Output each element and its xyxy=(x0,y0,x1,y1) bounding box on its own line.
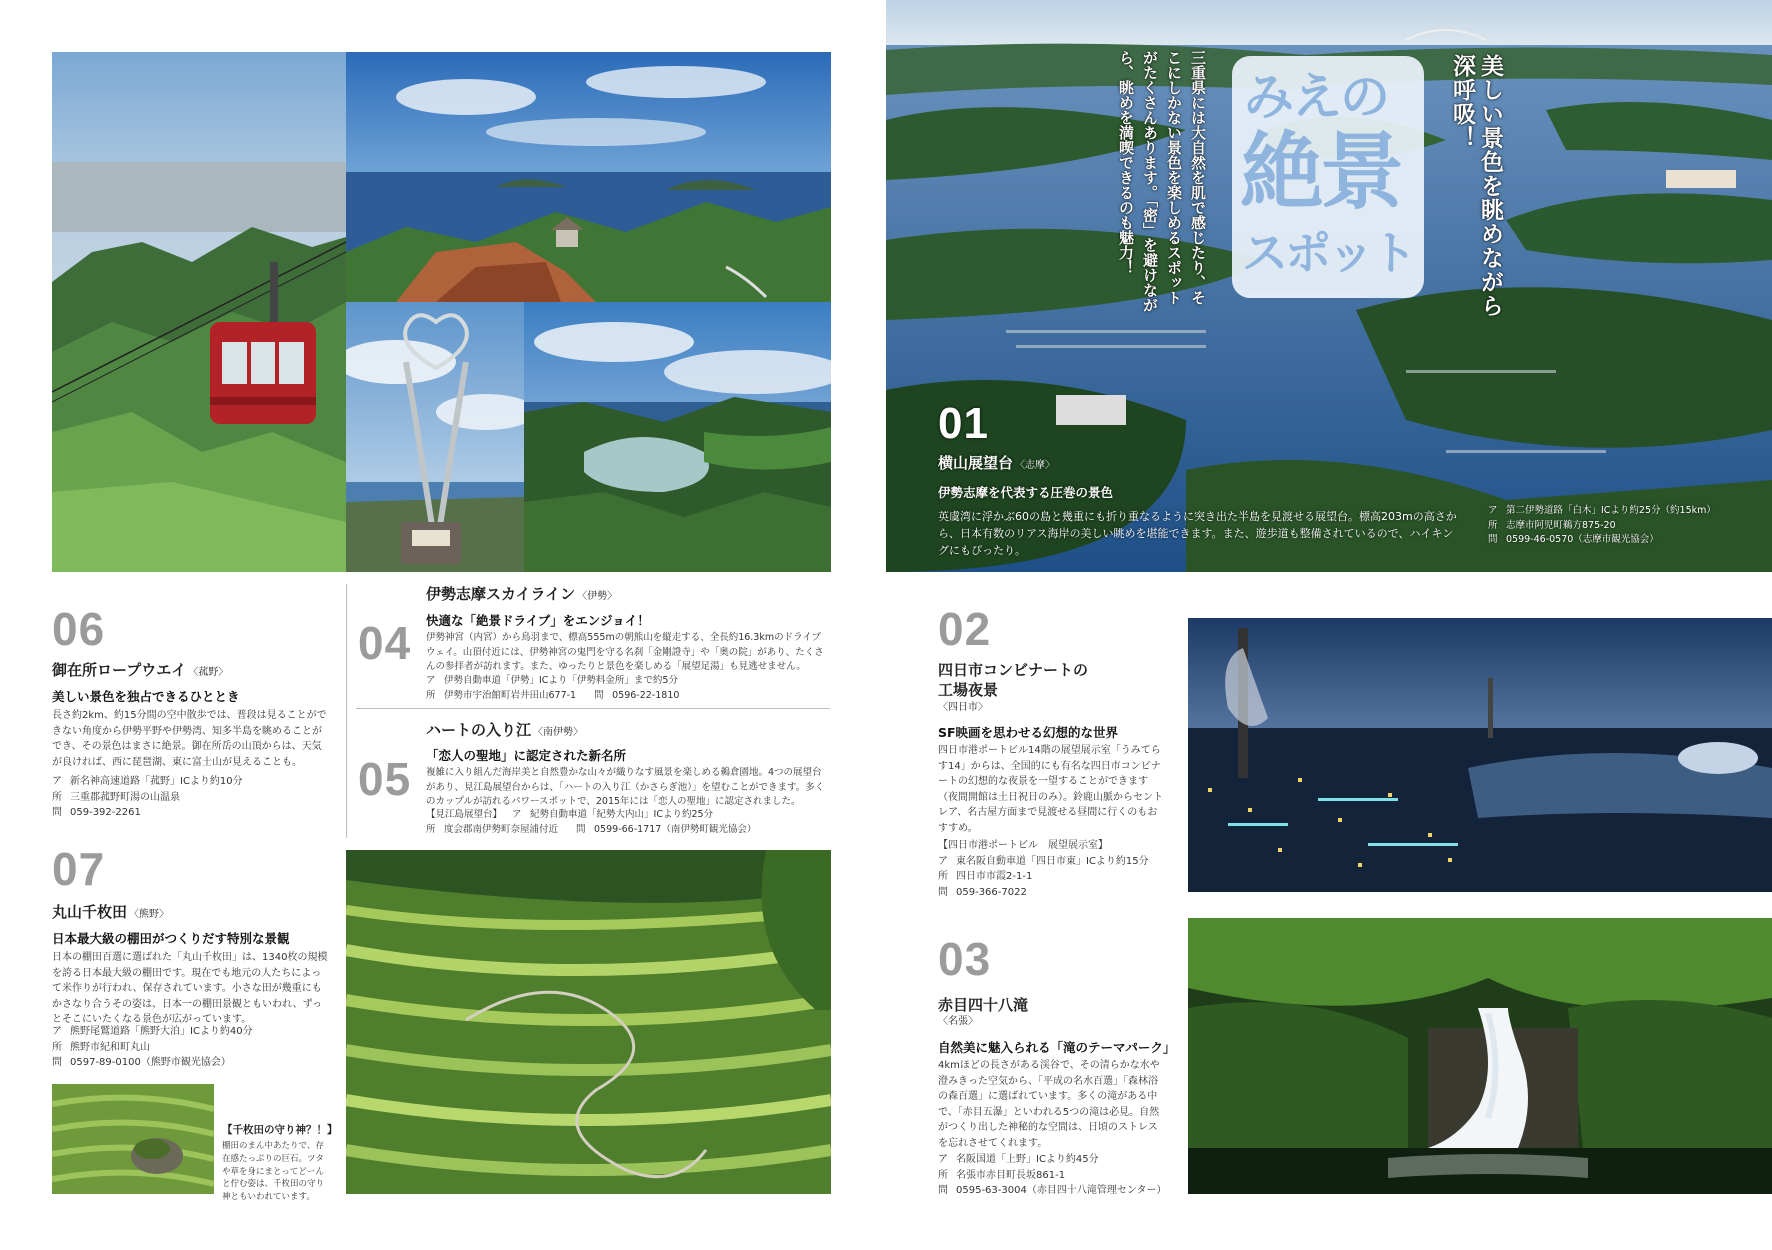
spot-tel: 0595-63-3004（赤目四十八滝管理センター） xyxy=(956,1185,1167,1196)
spot-info: 【見江島展望台】 ア 紀勢自動車道「紀勢大内山」ICより約25分 所 度会郡南伊勢町奈屋浦付近 問 0599-66-1717（南伊勢町観光協会） xyxy=(426,809,757,835)
feature-intro-line3: がたくさんあります。「密」を避けなが xyxy=(1141,50,1159,313)
spot-area: 〈熊野〉 xyxy=(129,909,170,920)
spot-tel: 059-392-2261 xyxy=(70,807,141,818)
spot-title xyxy=(938,453,1055,473)
column-divider xyxy=(346,584,347,838)
spot-catchcopy: 日本最大級の棚田がつくりだす特別な景観 xyxy=(52,931,290,946)
heart-monument-photo xyxy=(346,302,524,572)
spot-address: 熊野市紀和町丸山 xyxy=(70,1041,150,1053)
feature-title-line3: スポット xyxy=(1242,226,1414,280)
spot-tel: 0596-22-1810 xyxy=(612,689,680,701)
feature-intro-line4: ら、眺めを満喫できるのも魅力！ xyxy=(1117,50,1135,275)
heart-cove-photo xyxy=(524,302,831,572)
spot-access: 伊勢自動車道「伊勢」ICより「伊勢料金所」まで約5分 xyxy=(444,675,678,686)
column-body: 棚田のまん中あたりで、存在感たっぷりの巨石。ツタや草を身にまとってどーんと佇む姿は、千枚田の守り神ともいわれています。 xyxy=(222,1141,325,1202)
spot-area: 〈四日市〉 xyxy=(938,701,988,713)
spot-access: 新名神高速道路「菰野」ICより約10分 xyxy=(70,776,243,787)
spot-description: 英虞湾に浮かぶ60の島と幾重にも折り重なるように突き出た半島を見渡せる展望台。標高203mの高さから、日本有数のリアス海岸の美しい眺めを堪能できます。また、遊歩道も整備されているので、ハイキングにもぴったり。 xyxy=(938,510,1457,558)
spot-address: 名張市赤目町長坂861-1 xyxy=(956,1169,1066,1181)
spot-address: 度会郡南伊勢町奈屋浦付近 xyxy=(444,823,559,835)
waterfall-photo xyxy=(1188,918,1772,1194)
spot-tel: 0599-46-0570（志摩市観光協会） xyxy=(1506,534,1659,546)
spot-place: 【四日市港ポートビル 展望展示室】 xyxy=(938,840,1108,851)
spot-area: 〈菰野〉 xyxy=(188,667,229,678)
spot-info: ア 第二伊勢道路「白木」ICより約25分（約15km） 所 志摩市阿児町鵜方875-20 問 0599-46-0570（志摩市観光協会） xyxy=(1488,505,1716,546)
spot-number: 04 xyxy=(358,617,412,669)
spot-description: 4kmほどの長さがある渓谷で、その清らかな水や澄みきった空気から、「平成の名水百選」「森林浴の森百選」に選ばれています。多くの滝がある中で、「赤目五瀑」といわれる5つの滝は必見。自然がつくり出した神秘的な空間は、日頃のストレスを忘れさせてくれます。 xyxy=(938,1060,1160,1149)
spot-number: 02 xyxy=(938,603,992,655)
spot-info: ア 新名神高速道路「菰野」ICより約10分 所 三重郡菰野町湯の山温泉 問 059-392-2261 xyxy=(52,776,243,818)
feature-intro-line2: こにしかない景色を楽しめるスポット xyxy=(1165,50,1183,305)
spot-title xyxy=(938,995,1028,1029)
spot-description: 長さ約2km、約15分間の空中散歩では、普段は見ることができない角度から伊勢平野や伊勢湾、知多半島を眺めることができ、その景色はまさに絶景。御在所岳の山頂からは、天気が良ければ、西に琵琶湖、東に富士山が見えることも。 xyxy=(52,710,327,768)
spot-number: 05 xyxy=(358,753,412,805)
spot-access: 東名阪自動車道「四日市東」ICより約15分 xyxy=(956,855,1149,867)
spot-name: 横山展望台 xyxy=(938,454,1014,472)
spot-title xyxy=(52,902,169,922)
feature-title-line2: 絶景 xyxy=(1240,123,1401,221)
spot-tel: 059-366-7022 xyxy=(956,886,1027,898)
spot-access: 熊野尾鷲道路「熊野大泊」ICより約40分 xyxy=(70,1026,253,1037)
spot-access: 名阪国道「上野」ICより約45分 xyxy=(956,1154,1099,1165)
spot-title xyxy=(938,660,1088,714)
spot-info: ア 名阪国道「上野」ICより約45分 所 名張市赤目町長坂861-1 問 0595-63-3004（赤目四十八滝管理センター） xyxy=(938,1154,1167,1196)
spot-name: 御在所ロープウエイ xyxy=(52,661,187,679)
feature-catchcopy-line2: 深呼吸！ xyxy=(1449,54,1475,150)
spot-address: 伊勢市宇治館町岩井田山677-1 xyxy=(444,689,577,701)
spot-access: 第二伊勢道路「白木」ICより約25分（約15km） xyxy=(1506,505,1716,516)
spot-number: 01 xyxy=(938,399,989,448)
spot-description: 日本の棚田百選に選ばれた「丸山千枚田」は、1340枚の規模を誇る日本最大級の棚田です。現在でも地元の人たちによって米作りが行われ、保存されています。小さな田が幾重にもかさなり合うその姿は、日本一の棚田景観ともいわれ、ずっとそこにいたくなる景色が広がっています。 xyxy=(52,952,328,1025)
spot-place: 【見江島展望台】 xyxy=(426,809,503,820)
spot-address: 志摩市阿児町鵜方875-20 xyxy=(1506,519,1616,531)
spot-info: ア 伊勢自動車道「伊勢」ICより「伊勢料金所」まで約5分 所 伊勢市宇治館町岩井田山677-1 問 0596-22-1810 xyxy=(426,675,680,701)
spot-area: 〈名張〉 xyxy=(938,1016,978,1028)
spot-description: 複雑に入り組んだ海岸美と自然豊かな山々が織りなす風景を楽しめる鵜倉園地。4つの展望台があり、見江島展望台からは、「ハートの入り江（かさらぎ池）」を望むことができます。多くのカップルが訪れるパワースポットで、2015年には「恋人の聖地」に認定されました。 xyxy=(426,767,825,808)
spot-address: 四日市市霞2-1-1 xyxy=(956,871,1033,882)
spot-info: 【四日市港ポートビル 展望展示室】 ア 東名阪自動車道「四日市東」ICより約15分 所 四日市市霞2-1-1 問 059-366-7022 xyxy=(938,838,1178,900)
spot-catchcopy: 「恋人の聖地」に認定された新名所 xyxy=(426,748,627,763)
spot-catchcopy: 快適な「絶景ドライブ」をエンジョイ！ xyxy=(426,613,650,628)
feature-title-line1: みえの xyxy=(1244,68,1388,126)
spot-catchcopy: 自然美に魅入られる「滝のテーマパーク」 xyxy=(938,1040,1176,1055)
spot-address: 三重郡菰野町湯の山温泉 xyxy=(70,791,180,803)
spot-info: ア 熊野尾鷲道路「熊野大泊」ICより約40分 所 熊野市紀和町丸山 問 0597-89-0100（熊野市観光協会） xyxy=(52,1026,253,1068)
spot-number: 07 xyxy=(52,843,106,895)
spot-number: 03 xyxy=(938,933,992,985)
spot-description: 伊勢神宮（内宮）から鳥羽まで、標高555mの朝熊山を縦走する、全長約16.3kmのドライブウェイ。山頂付近には、伊勢神宮の鬼門を守る名刹「金剛證寺」や「奥の院」があり、たくさんの参拝者が訪れます。また、ゆったりと景色を楽しめる「展望足湯」も見逃せません。 xyxy=(426,632,824,673)
spot-area: 〈南伊勢〉 xyxy=(533,727,584,738)
spot-catchcopy: SF映画を思わせる幻想的な世界 xyxy=(938,725,1119,740)
spot-tel: 0599-66-1717（南伊勢町観光協会） xyxy=(594,823,757,835)
ropeway-photo xyxy=(52,52,346,572)
spot-area: 〈志摩〉 xyxy=(1015,460,1056,471)
section-divider xyxy=(356,708,830,709)
spot-name: 赤目四十八滝 xyxy=(938,996,1029,1014)
spot-area: 〈伊勢〉 xyxy=(577,591,618,602)
spot-tel: 0597-89-0100（熊野市観光協会） xyxy=(70,1057,231,1068)
feature-intro-line1: 三重県には大自然を肌で感じたり、そ xyxy=(1189,50,1207,305)
rice-terrace-photo xyxy=(346,850,831,1194)
spot-name: 伊勢志摩スカイライン xyxy=(426,585,576,603)
spot-name: 丸山千枚田 xyxy=(52,903,128,921)
spot-name: ハートの入り江 xyxy=(426,721,532,739)
spot-catchcopy: 美しい景色を独占できるひととき xyxy=(52,689,240,704)
spot-catchcopy: 伊勢志摩を代表する圧巻の景色 xyxy=(938,485,1114,500)
column-title: 【千枚田の守り神？！】 xyxy=(222,1124,338,1136)
spot-number: 06 xyxy=(52,603,106,655)
spot-title xyxy=(426,584,617,604)
factory-night-photo xyxy=(1188,618,1772,892)
spot-name-line2: 工場夜景 xyxy=(938,681,999,700)
mountain-sea-photo xyxy=(346,52,831,302)
spot-access: 紀勢自動車道「紀勢大内山」ICより約25分 xyxy=(530,809,714,820)
feature-catchcopy-line1: 美しい景色を眺めながら xyxy=(1477,54,1503,318)
spot-title xyxy=(52,660,228,680)
spot-description: 四日市港ポートビル14階の展望展示室「うみてらす14」からは、全国的にも有名な四日市コンビナートの幻想的な夜景を一望することができます（夜間開館は土日祝日のみ）。鈴鹿山脈からセントレア、名古屋方面まで見渡せる昼間に行くのもおすすめ。 xyxy=(938,745,1163,834)
stone-terrace-photo xyxy=(52,1084,214,1194)
spot-name-line1: 四日市コンビナートの xyxy=(938,661,1089,679)
spot-title xyxy=(426,720,583,740)
